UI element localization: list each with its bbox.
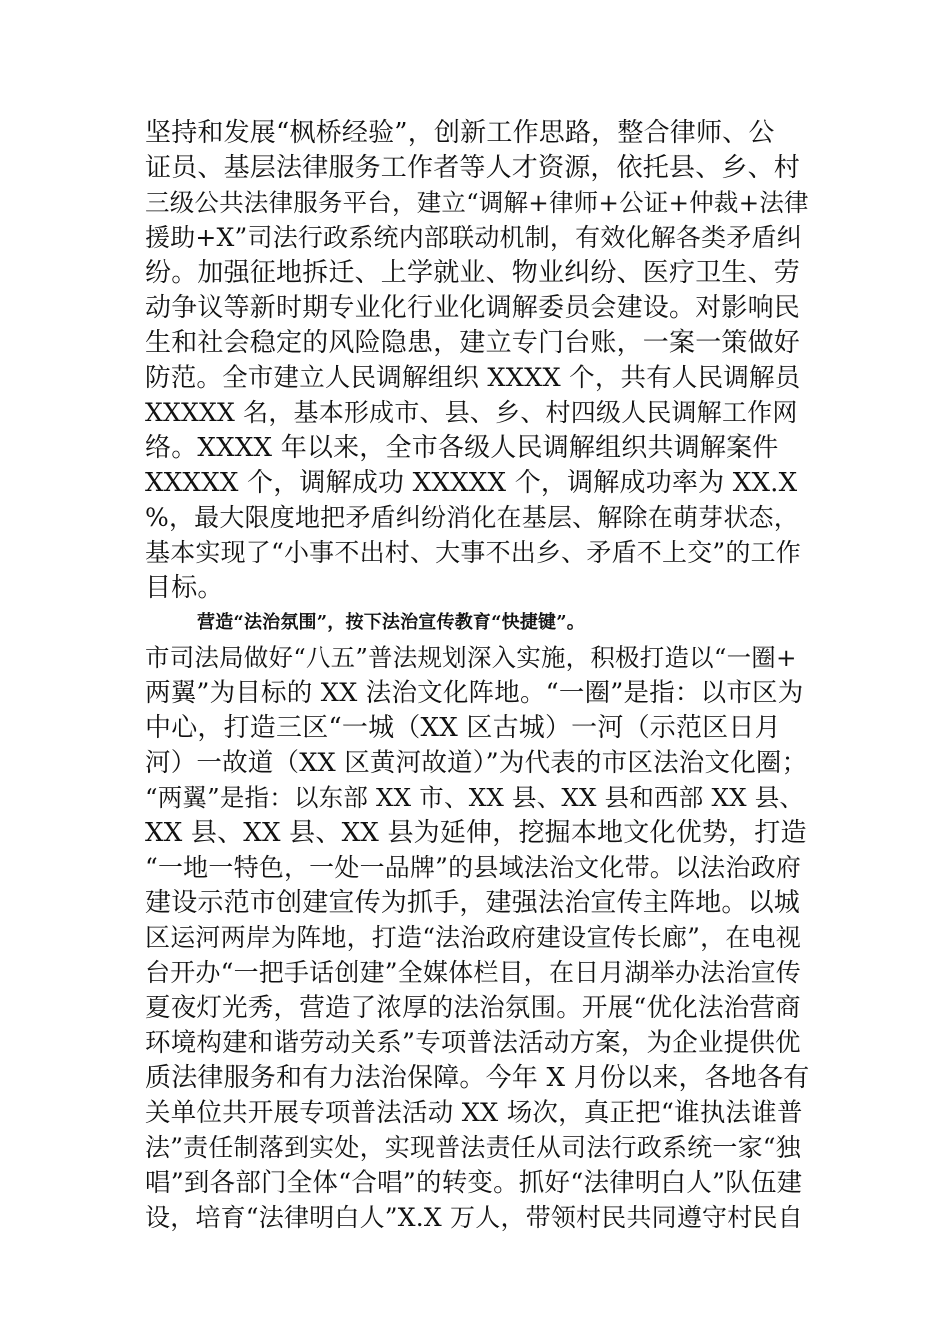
paragraph-2-line: XX 县、XX 县、XX 县为延伸，挖掘本地文化优势，打造 (145, 818, 807, 848)
paragraph-2-line: 两翼”为目标的 XX 法治文化阵地。“一圈”是指：以市区为 (145, 678, 804, 708)
paragraph-1-line: %，最大限度地把矛盾纠纷消化在基层、解除在萌芽状态， (145, 503, 799, 532)
paragraph-1-line: 援助+X”司法行政系统内部联动机制，有效化解各类矛盾纠 (145, 223, 802, 252)
paragraph-1-line: 动争议等新时期专业化行业化调解委员会建设。对影响民 (145, 293, 801, 323)
paragraph-2-line: 建设示范市创建宣传为抓手，建强法治宣传主阵地。以城 (145, 888, 801, 918)
paragraph-2-line: 法”责任制落到实处，实现普法责任从司法行政系统一家“独 (145, 1133, 801, 1162)
paragraph-2-line: 台开办“一把手话创建”全媒体栏目，在日月湖举办法治宣传 (145, 958, 801, 987)
paragraph-1-line: 三级公共法律服务平台，建立“调解+律师+公证+仲裁+法律 (145, 188, 809, 217)
paragraph-1-line: 生和社会稳定的风险隐患，建立专门台账，一案一策做好 (145, 328, 801, 358)
paragraph-1-line: 证员、基层法律服务工作者等人才资源，依托县、乡、村 (145, 153, 801, 183)
paragraph-2-line: 夏夜灯光秀，营造了浓厚的法治氛围。开展“优化法治营商 (145, 993, 801, 1023)
paragraph-1-line: 纷。加强征地拆迁、上学就业、物业纠纷、医疗卫生、劳 (145, 258, 801, 288)
paragraph-2-line: 质法律服务和有力法治保障。今年 X 月份以来，各地各有 (145, 1063, 810, 1093)
paragraph-2-line: “两翼”是指：以东部 XX 市、XX 县、XX 县和西部 XX 县、 (145, 783, 805, 812)
paragraph-1-line: XXXXX 个，调解成功 XXXXX 个，调解成功率为 XX.X (145, 468, 798, 498)
paragraph-1-line: 络。XXXX 年以来，全市各级人民调解组织共调解案件 (145, 433, 779, 463)
paragraph-1-line: 目标。 (145, 573, 224, 603)
paragraph-2-line: 设，培育“法律明白人”X.X 万人，带领村民共同遵守村民自 (145, 1203, 803, 1232)
section-heading: 营造“法治氛围”，按下法治宣传教育“快捷键”。 (197, 612, 586, 633)
paragraph-2-line: 河）一故道（XX 区黄河故道）”为代表的市区法治文化圈； (145, 748, 808, 778)
paragraph-1-line: 基本实现了“小事不出村、大事不出乡、矛盾不上交”的工作 (145, 538, 801, 567)
paragraph-1-line: 防范。全市建立人民调解组织 XXXX 个，共有人民调解员 (145, 363, 801, 393)
paragraph-1-line: XXXXX 名，基本形成市、县、乡、村四级人民调解工作网 (145, 398, 798, 427)
paragraph-2-line: “一地一特色，一处一品牌”的县域法治文化带。以法治政府 (145, 853, 801, 882)
paragraph-2-line: 关单位共开展专项普法活动 XX 场次，真正把“谁执法谁普 (145, 1098, 803, 1128)
paragraph-2-line: 唱”到各部门全体“合唱”的转变。抓好“法律明白人”队伍建 (145, 1168, 803, 1198)
paragraph-2-line: 中心，打造三区“一城（XX 区古城）一河（示范区日月 (145, 713, 781, 743)
paragraph-2-line: 环境构建和谐劳动关系”专项普法活动方案，为企业提供优 (145, 1028, 801, 1058)
paragraph-1-line: 坚持和发展“枫桥经验”，创新工作思路，整合律师、公 (145, 118, 775, 148)
paragraph-2-line: 市司法局做好“八五”普法规划深入实施，积极打造以“一圈+ (145, 643, 797, 672)
paragraph-2-line: 区运河两岸为阵地，打造“法治政府建设宣传长廊”，在电视 (145, 923, 801, 952)
